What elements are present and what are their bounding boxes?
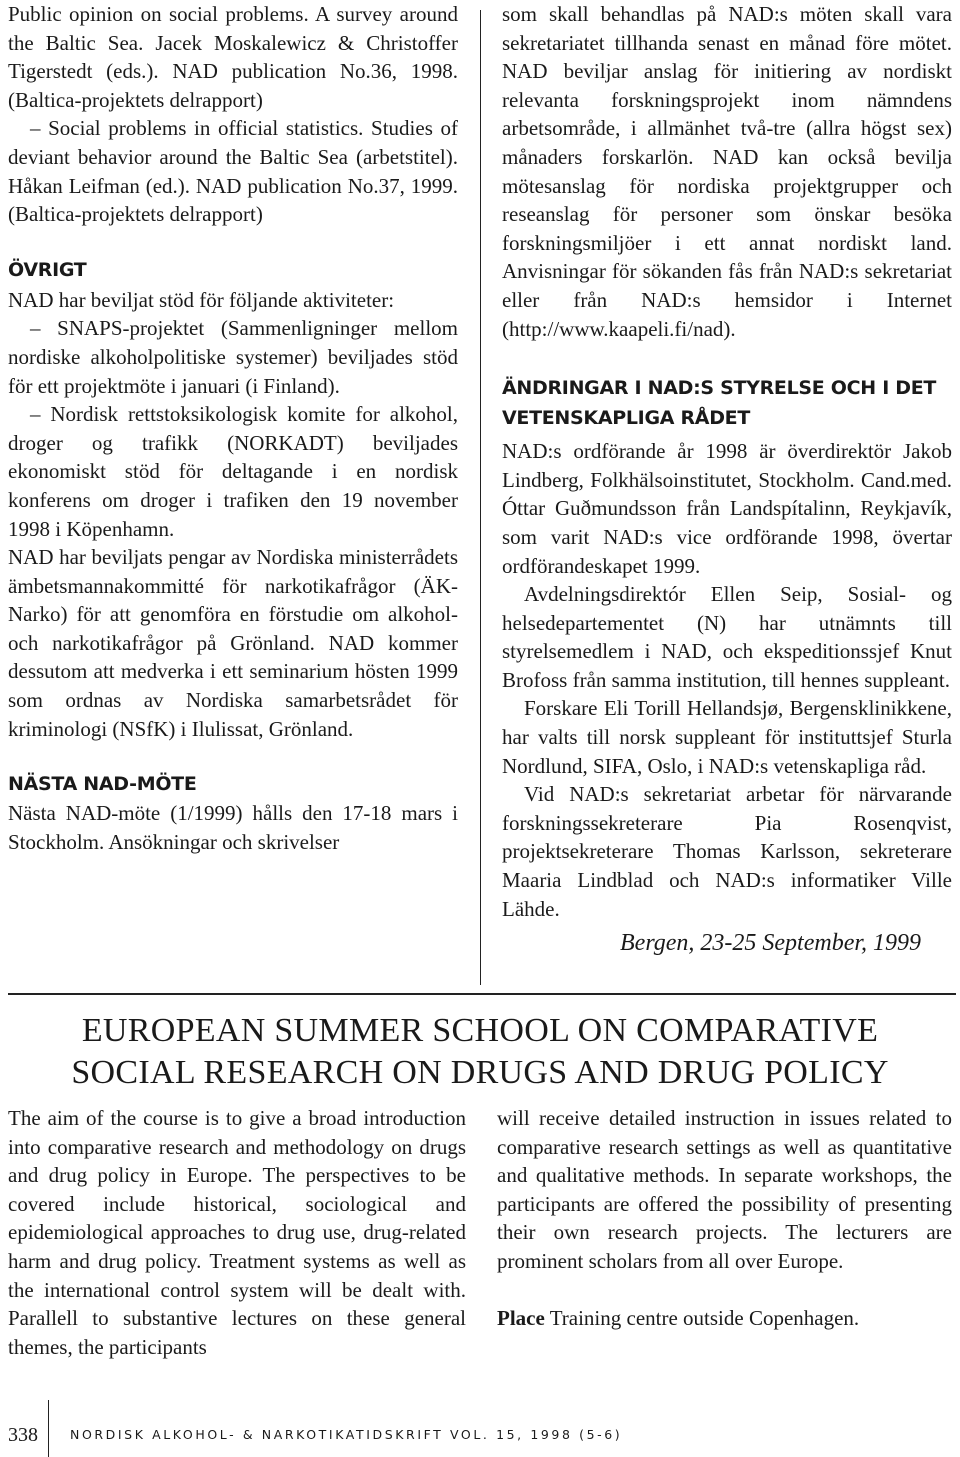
left-column-bottom (8, 1104, 466, 1361)
course-instruction-paragraph: will receive detailed instruction in issues related to comparative research settings as well as quantitative and qualitative methods. In separate workshops, the participants are offered the possibility of presenting their own research projects. The lecturers are prominent scholars from all over Europe. (497, 1106, 952, 1273)
andringar-paragraph-hellandsjo: Forskare Eli Torill Hellandsjø, Bergensklinikkene, har valts till norsk suppleant för instituttsjef Sturla Nordlund, SIFA, Oslo, i NAD:s vetenskapliga råd. (502, 696, 952, 778)
page-number: 338 (8, 1424, 38, 1446)
place-label: Place (497, 1305, 545, 1330)
banner-line-2: SOCIAL RESEARCH ON DRUGS AND DRUG POLICY (71, 1054, 889, 1091)
right-column-bottom (497, 1104, 952, 1332)
nasta-nad-mote-paragraph: Nästa NAD-möte (1/1999) hålls den 17-18 mars i Stockholm. Ansökningar och skrivelser (8, 801, 458, 854)
andringar-paragraph-ordforande: NAD:s ordförande år 1998 är överdirektör Jakob Lindberg, Folkhälsoinstitutet, Stockholm. Cand.med. Óttar Guðmundsson från Landspítalinn, Reykjavík, som varit NAD:s vice ordförande 1998, övertar ordförandeskapet 1999. (502, 439, 952, 578)
banner-line-1: EUROPEAN SUMMER SCHOOL ON COMPARATIVE (81, 1012, 879, 1049)
place-value: Training centre outside Copenhagen. (549, 1305, 860, 1330)
nad-anslag-paragraph: som skall behandlas på NAD:s möten skall vara sekretariatet tillhanda senast en månad före mötet. NAD beviljar anslag för initiering av nordiskt relevanta forskningsprojekt inom nämndens arbetsområde, i allmänhet två-tre (allra högst sex) månaders forskarlön. NAD kan också bevilja mötesanslag för nordiska projektgrupper och reseanslag för personer som önskar besöka forskningsmiljöer i ett annat nordiskt land. Anvisningar för sökanden fås från NAD:s sekretariat eller från NAD:s hemsidor i Internet (http://www.kaapeli.fi/nad). (502, 2, 952, 341)
right-column-top (502, 0, 952, 923)
left-column-top (8, 0, 458, 856)
ovrigt-paragraph-intro: NAD har beviljat stöd för följande aktiviteter: (8, 287, 395, 312)
reference-baltica-public-opinion: Public opinion on social problems. A survey around the Baltic Sea. Jacek Moskalewicz & Christoffer Tigerstedt (eds.). NAD publication No.36, 1998. (Baltica-projektets delrapport) (8, 2, 458, 112)
journal-title: NORDISK ALKOHOL- & NARKOTIKATIDSKRIFT VOL. 15, 1998 (5-6) (70, 1427, 623, 1442)
ovrigt-paragraph-norkadt: – Nordisk rettstoksikologisk komite for alkohol, droger og trafikk (NORKADT) beviljades ekonomiskt stöd för deltagande i en nordisk konferens om droger i trafiken den 19 november 1998 i Köpenhamn. (8, 402, 458, 541)
ovrigt-heading: ÖVRIGT (8, 258, 87, 281)
footer-divider (48, 1400, 49, 1457)
summer-school-banner (0, 1010, 960, 1094)
column-divider (480, 10, 481, 985)
course-aim-paragraph: The aim of the course is to give a broad introduction into comparative research and methodology on drugs and drug policy in Europe. The perspectives to be covered include historical, sociological and epidemiological approaches to drug use, drug-related harm and drug policy. Treatment systems as well as the international control system will be dealt with. Parallell to substantive lectures on these general themes, the participants (8, 1106, 466, 1359)
andringar-paragraph-seip: Avdelningsdirektór Ellen Seip, Sosial- og helsedepartementet (N) har utnämnts till styrelsemedlem i NAD, och ekspeditionssjef Knut Brofoss från samma institution, till hennes suppleant. (502, 582, 952, 692)
bergen-date-overlay: Bergen, 23-25 September, 1999 (620, 930, 922, 956)
place-line (497, 1304, 952, 1333)
ovrigt-paragraph-snaps: – SNAPS-projektet (Sammenligninger mellom nordiske alkoholpolitiske systemer) beviljades stöd för ett projektmöte i januari (i Finland). (8, 316, 458, 398)
andringar-paragraph-sekretariat: Vid NAD:s sekretariat arbetar för närvarande forskningssekreterare Pia Rosenqvist, projektsekreterare Thomas Karlsson, sekreterare Maaria Lindblad och NAD:s informatiker Ville Lähde. (502, 782, 952, 921)
nasta-nad-mote-heading: NÄSTA NAD-MÖTE (8, 773, 197, 796)
reference-social-problems: – Social problems in official statistics. Studies of deviant behavior around the Baltic Sea (arbetstitel). Håkan Leifman (ed.). NAD publication No.37, 1999. (Baltica-projektets delrapport) (8, 116, 458, 227)
ovrigt-paragraph-grønland: NAD har beviljats pengar av Nordiska ministerrådets ämbetsmannakommitté för narkotikafrågor (ÄK-Narko) för att genomföra en förstudie om alkohol- och narkotikafrågor på Grönland. NAD kommer dessutom att medverka i ett seminarium hösten 1999 som ordnas av Nordiska samarbetsrådet för kriminologi (NSfK) i Ilulissat, Grönland. (8, 545, 458, 741)
andringar-heading: ÄNDRINGAR I NAD:S STYRELSE OCH I DET VETENSKAPLIGA RÅDET (502, 377, 937, 430)
section-divider (8, 993, 956, 995)
